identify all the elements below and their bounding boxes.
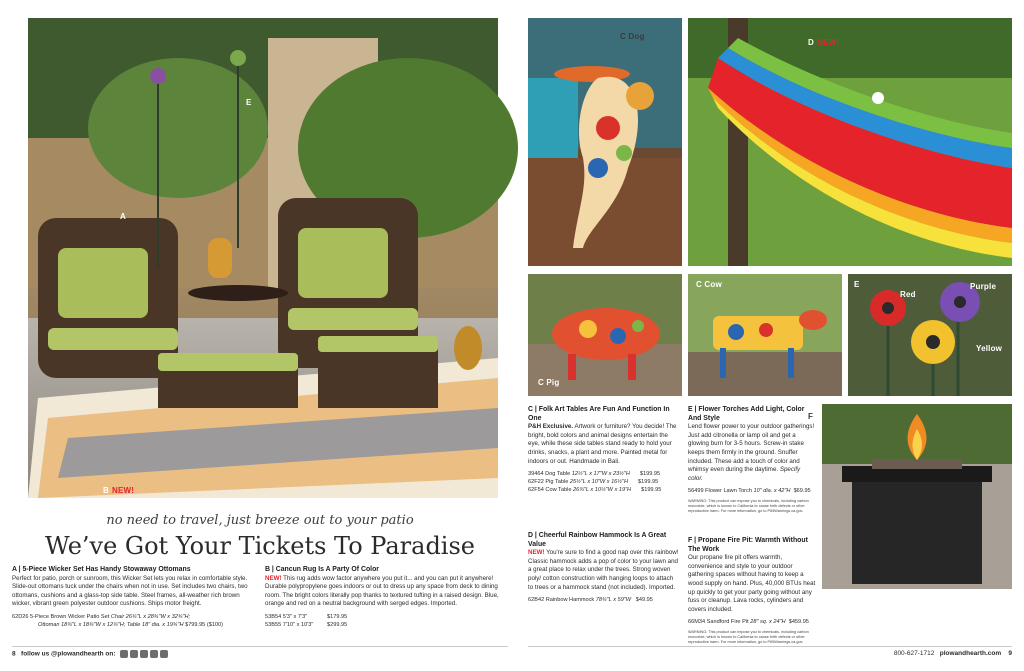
product-e-heading: E | Flower Torches Add Light, Color And Style [688, 406, 805, 422]
product-c-item-sku: 62F54 Cow Table [528, 487, 572, 494]
fire-pit-photo [808, 404, 1012, 589]
page-number-left: 8 [12, 650, 16, 658]
product-c-item-dims: 26¾"L x 10½"W x 19"H [573, 487, 632, 494]
product-e-price: $69.95 [793, 488, 811, 495]
label-c-dog: C Dog [620, 32, 645, 41]
product-b-item [265, 613, 507, 621]
product-c-item [528, 486, 680, 494]
product-c-lead: P&H Exclusive. [528, 423, 574, 431]
product-e-specify: Specify color. [688, 466, 801, 482]
tagline: no need to travel, just breeze out to your patio [106, 513, 414, 528]
instagram-icon[interactable] [140, 650, 148, 658]
product-d-sku [528, 596, 680, 604]
product-a-heading: A | 5-Piece Wicker Set Has Handy Stowaway Ottomans [12, 566, 191, 573]
product-c-item [528, 470, 680, 478]
label-f: F [808, 412, 814, 421]
product-d-price: $49.95 [635, 597, 653, 604]
product-e-sku [688, 487, 816, 495]
product-d-sku-line: 62B42 Rainbow Hammock [528, 597, 595, 604]
product-f-heading: F | Propane Fire Pit: Warmth Without The Work [688, 537, 808, 553]
product-e-dims: 10" dia. x 42"H [753, 488, 791, 495]
footer-rule-left [12, 646, 508, 647]
product-c-item-sku: 39464 Dog Table [528, 471, 571, 478]
phone-number[interactable]: 800-627-1712 [893, 650, 935, 657]
product-e-sku-line: 56499 Flower Lawn Torch [688, 488, 752, 495]
footer-left [12, 650, 168, 658]
dog-table-photo [528, 18, 682, 266]
product-a-price: $799.95 ($100) [185, 621, 224, 628]
page-headline: We’ve Got Your Tickets To Paradise [45, 532, 475, 560]
label-yellow: Yellow [976, 344, 1003, 353]
product-f-dims: 28" sq. x 24"H [750, 619, 786, 626]
product-f-sku [688, 618, 816, 626]
product-b-heading: B | Cancun Rug Is A Party Of Color [265, 566, 379, 573]
product-b-skus [265, 613, 507, 629]
product-b-item-sku: 53B55 7'10" x 10'3" [265, 621, 314, 628]
product-b-item-price: $179.95 [327, 613, 348, 620]
flower-torches-photo [848, 274, 1012, 396]
label-d-new: NEW! [816, 38, 840, 47]
product-c-skus [528, 470, 680, 494]
pinterest-icon[interactable] [120, 650, 128, 658]
product-c-item-sku: 62F22 Pig Table [528, 479, 569, 486]
product-c-heading: C | Folk Art Tables Are Fun And Function In One [528, 406, 670, 422]
product-d-body: You're sure to find a good nap over this rainbow! Classic hammock adds a pop of color to your lawn and a great place to relax under the trees. Strong woven poly/ cotton construction with hanging loops to attach to trees or a hammock stand (not included). Imported. [528, 549, 679, 591]
label-d-letter: D [808, 38, 814, 47]
pig-table-photo [528, 274, 682, 396]
product-b-block [265, 566, 507, 629]
product-e-body: Lend flower power to your outdoor gatherings! Just add citronella or lamp oil and get a glowing burn for 3-5 hours. Screw-in stake keeps them firmly in the ground. Snuffer included. These add a touch of color and whimsy even during the daytime. [688, 423, 815, 474]
product-f-sku-line: 66M34 Sandford Fire Pit [688, 619, 749, 626]
hammock-photo [688, 18, 1012, 266]
product-c-block [528, 406, 680, 494]
product-a-dims1: Chair 26¾"L x 28¾"W x 32¾"H; [110, 613, 191, 620]
product-c-item-dims: 12½"L x 17"W x 23½"H [571, 471, 630, 478]
product-d-block [528, 532, 680, 604]
product-d-new: NEW! [528, 549, 545, 557]
footer-rule-right [528, 646, 1012, 647]
follow-text: follow us @plowandhearth on: [21, 650, 116, 658]
product-f-warning: WARNING: This product can expose you to chemicals, including carbon monoxide, which is known to California to cause birth defects or other reproductive harm. For more information, go to P65Warnings.ca.gov. [688, 630, 809, 645]
product-b-item [265, 621, 507, 629]
product-d-heading: D | Cheerful Rainbow Hammock Is A Great Value [528, 532, 667, 548]
label-a: A [120, 212, 126, 221]
social-icons [120, 650, 168, 658]
product-c-item [528, 478, 680, 486]
product-f-block [688, 537, 816, 645]
product-c-item-price: $199.95 [637, 479, 659, 486]
label-b-letter: B [103, 486, 109, 495]
website-link[interactable]: plowandhearth.com [939, 650, 1002, 657]
product-d-dims: 78¾"L x 59"W [595, 597, 632, 604]
product-e-block [688, 406, 816, 514]
patio-photo [28, 18, 498, 498]
product-c-item-price: $199.95 [641, 487, 662, 494]
page-number-right: 9 [1008, 650, 1012, 657]
product-b-item-sku: 53B54 5'3" x 7'3" [265, 613, 308, 620]
label-b [103, 486, 134, 495]
product-b-body: This rug adds wow factor anywhere you put it... and you can put it anywhere! Durable polypropylene goes indoors or out to dress up any space from deck to dining room. The bright colors literally pop thanks to textured tufting in a raised design. Blue, orange and red on a neutral background with serged edges. Imported. [265, 574, 499, 608]
product-c-body: Artwork or furniture? You decide! The bright, bold colors and animal designs entertain the eye, while these side tables stand ready to hold your drinks, snacks, a plant and more. Painted metal for indoors or out. Handmade in Bali. [528, 423, 677, 465]
label-red: Red [900, 290, 916, 299]
twitter-icon[interactable] [160, 650, 168, 658]
label-e-left: E [246, 98, 252, 107]
product-c-item-dims: 25½"L x 10"W x 16½"H [569, 479, 628, 486]
label-purple: Purple [970, 282, 997, 291]
product-b-new: NEW! [265, 574, 282, 582]
youtube-icon[interactable] [150, 650, 158, 658]
product-a-body: Perfect for patio, porch or sunroom, this Wicker Set lets you relax in comfortable style. Slide-out ottomans tuck under the chairs when not in use. Set includes two chairs, two ottomans, cushions and a glass-top side table. Steel frames, all-weather rich brown wicker, vibrant green polyester outdoor cushions. Ships motor freight. [12, 574, 248, 608]
footer-right [894, 650, 1012, 657]
product-a-sku [12, 613, 256, 629]
product-a-dims2: Ottoman 18¾"L x 18¾"W x 12¾"H; Table 18" dia. x 19¾"H [38, 621, 184, 628]
product-a-block [12, 566, 256, 629]
product-e-warning: WARNING: This product can expose you to chemicals, including carbon monoxide, which is known to California to cause birth defects or other reproductive harm. For more information, go to P65Warnings.ca.gov. [688, 499, 809, 514]
label-b-new: NEW! [111, 486, 135, 495]
facebook-icon[interactable] [130, 650, 138, 658]
product-c-item-price: $199.95 [639, 471, 661, 478]
product-b-item-price: $299.95 [327, 621, 348, 628]
label-c-cow: C Cow [696, 280, 722, 289]
product-f-price: $459.95 [788, 619, 809, 626]
product-f-body: Our propane fire pit offers warmth, convenience and style to your outdoor gathering spaces without having to keep a wood supply on hand. Plus, 40,000 BTUs heat up quickly to get your party going without any fuss or cleanup. Lava rocks, cylinders and covers included. [688, 554, 816, 613]
label-c-pig: C Pig [538, 378, 560, 387]
cow-table-photo [688, 274, 842, 396]
label-e-right: E [854, 280, 860, 289]
label-d [808, 38, 839, 47]
product-a-sku-line: 62D26 5-Piece Brown Wicker Patio Set [12, 613, 110, 620]
